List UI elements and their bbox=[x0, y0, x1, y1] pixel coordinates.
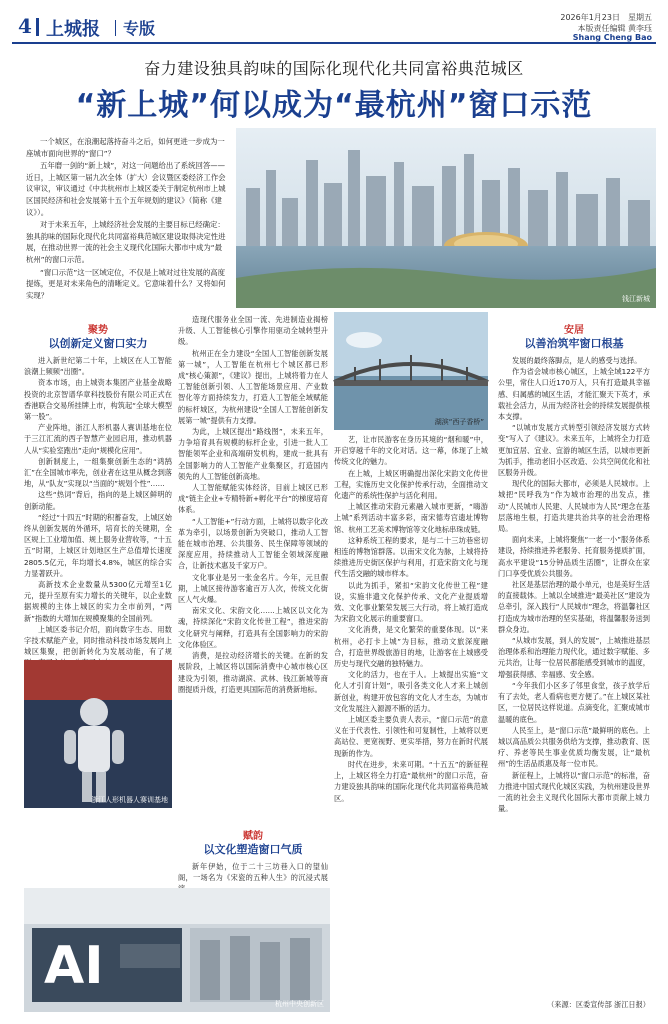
section-kicker: 赋韵 bbox=[243, 831, 263, 842]
body-paragraph: “从城市发展，到人的发展”，上城推进基层治理体系和治理能力现代化，通过数字赋能、多元共治，让每一位居民都能感受到城市的温度，增强获得感、幸福感、安全感。 bbox=[498, 636, 650, 679]
column-anju bbox=[498, 322, 650, 994]
body-paragraph: 上城区推动宋韵元素融入城市更新，“嗨游上城”系列活动丰富多彩，南宋德寿宫遗址博物馆、杭州工艺美术博物馆等文化地标串珠成链。 bbox=[334, 502, 488, 534]
ai-illustration bbox=[24, 888, 330, 1012]
body-paragraph: 作为省会城市核心城区，上城全域122平方公里，常住人口近170万人，只有打造最具幸福感、归属感的城区生活，才能汇聚天下英才，承载社会活力，从而为经济社会的持续发展提供根本支撑。 bbox=[498, 367, 650, 422]
body-paragraph: 人工智能赋能实体经济，目前上城区已形成“链主企业+专精特新+孵化平台”的梯度培育体系。 bbox=[178, 483, 328, 515]
body-paragraph: “经过“十四五”时期的积蓄奋发，上城区始终从创新发展的外循环，培育长的关键期，全区规上工业增加值、规上服务业营收等，“十五五”时期，上城区计划地区生产总值增长速度2805.5亿元，年均增长4.8%，城区的综合实力显著跃升。 bbox=[24, 512, 172, 578]
column-third bbox=[334, 434, 488, 994]
bridge-caption: 湖滨“西子香桥” bbox=[434, 418, 484, 426]
section-title: 以文化塑造窗口气质 bbox=[203, 843, 303, 856]
newspaper-brand: 上城报 bbox=[46, 19, 100, 40]
robot-photo bbox=[24, 660, 172, 808]
robot-illustration bbox=[24, 660, 172, 808]
hero-photo bbox=[236, 128, 656, 308]
skyline-illustration bbox=[236, 128, 656, 308]
column-fuyun bbox=[178, 828, 328, 882]
body-paragraph: 文化的活力，也在于人。上城提出实施“文化人才引育计划”，吸引各类文化人才来上城创新创业，构建开放包容的文化人才生态，为城市文化发展注入源源不断的活力。 bbox=[334, 670, 488, 713]
brand-divider bbox=[115, 20, 116, 36]
editor-credit: 本版责任编辑 黄李珏 bbox=[577, 24, 652, 33]
body-paragraph: 现代化的国际大都市，必须是人民城市。上城把“民呼我为”作为城市治理的出发点，推动“人民城市人民建、人民城市为人民”理念在基层落地生根，打造共建共治共享的社会治理格局。 bbox=[498, 479, 650, 534]
body-paragraph: 创新制度上，一组集聚创新生态的“鸿鹄汇”在全国城市率先，创业者在这里从概念到落地，从“队友”实现以“当面的”规划个性”…… bbox=[24, 456, 172, 489]
body-paragraph: 这种系统工程的要求，是与二十三坊巷密切相连的博物馆群落。以南宋文化为脉，上城将持续推进历史街区保护与利用，打造宋韵文化与现代生活交融的城市样本。 bbox=[334, 535, 488, 579]
body-paragraph: 新征程上，上城将以“窗口示范”的标准，奋力推进中国式现代化城区实践，为杭州建设世界一流的社会主义现代化国际大都市贡献上城力量。 bbox=[498, 770, 650, 814]
source-credit: （来源：区委宣传部 浙江日报） bbox=[547, 1000, 650, 1009]
section-title: 以创新定义窗口实力 bbox=[48, 337, 148, 350]
body-paragraph: 高新技术企业数量从5300亿元增至1亿元，提升至原有实力增长的关键年，以企业数据规模的主体上城区的实力全市前列，“两新”指数的大增加在规模聚集的全国前列。 bbox=[24, 580, 172, 623]
lead-paragraph: 五年磨一剑的“新上城”，对这一问题给出了系统回答——近日，上城区第一届九次全体（扩大）会议暨区委经济工作会议审议，审议通过《中共杭州市上城区委关于制定杭州市上城区国民经济和社会发展第十五个五年规划的建议》（简称《建议》）。 bbox=[26, 161, 226, 217]
body-paragraph: 新年伊始，位于二十三坊巷入口的望仙阁，一场名为《宋瓷的五种人生》的沉浸式展 bbox=[178, 862, 328, 883]
body-paragraph: 杭州正在全力建设“全国人工智能创新发展第一城”，人工智能在杭州七个城区都已形成“核心策源”，《建议》提出，上城将着力在人工智能创新引领、人工智能场景应用、产业数智化等方面持续发力，打造人工智能全域赋能的标杆城区，为杭州建设“全国人工智能创新发展第一城”提供有力支撑。 bbox=[178, 348, 328, 425]
headline-title: “新上城”何以成为“最杭州”窗口示范 bbox=[75, 88, 593, 123]
section-heading bbox=[24, 324, 172, 351]
body-paragraph: 社区是基层治理的最小单元，也是美好生活的直接载体。上城以全域推进“最美社区”建设为总牵引，深入践行“人民城市”理念，将温馨社区打造成为城市治理的坚实基础，将温馨服务送到群众身边。 bbox=[498, 580, 650, 634]
hero-caption: 钱江新城 bbox=[622, 295, 650, 303]
body-paragraph: 这些“热词”背后，指向的是上城区鲜明的创新动能。 bbox=[24, 490, 172, 511]
body-paragraph: 资本市场，由上城资本集团产业基金战略投资的北京智谱华章科技股份有限公司正式在香港联合交易所挂牌上市，构筑起“全球大模型第一股”。 bbox=[24, 378, 172, 422]
body-paragraph: 艺，让市民游客在身历其境的“烟和暖”中，开启穿越千年的文化对话。这一幕，体现了上城传统文化的魅力。 bbox=[334, 435, 488, 467]
column-juhsi bbox=[24, 322, 172, 656]
body-paragraph: 产业阵地，浙江人形机器人赛训基地在位于三江汇流的西子智慧产业园启用，推动机器人从“实验室跑出”走向“规模化应用”。 bbox=[24, 423, 172, 455]
body-paragraph: 时代在进步，未来可期。“十五五”的新征程上，上城区将全力打造“最杭州”的窗口示范，奋力建设独具韵味的国际化现代化共同富裕典范城区。 bbox=[334, 759, 488, 803]
body-paragraph: 人民至上，是“窗口示范”最鲜明的底色。上城以高品质公共服务供给为支撑，推动教育、医疗、养老等民生事业优质均衡发展，让“最杭州”的生活品质惠及每一位市民。 bbox=[498, 725, 650, 769]
section-kicker: 安居 bbox=[564, 325, 584, 336]
ai-caption: 杭州中央创新区 bbox=[275, 1000, 324, 1008]
section-title: 以善治筑牢窗口根基 bbox=[524, 337, 624, 350]
lead-paragraph: 对于未来五年，上城经济社会发展的主要目标已经确定：独具韵味的国际化现代化共同富裕典范城区建设取得决定性进展，在推动世界一流的社会主义现代化国际大都市中成为“最杭州”的窗口示范。 bbox=[26, 220, 226, 264]
headline-subtitle: 奋力建设独具韵味的国际化现代化共同富裕典范城区 bbox=[144, 59, 524, 78]
body-paragraph: 以此为抓手，紧扣“宋韵文化传世工程”建设，实施非遗文化保护传承、文化产业提质增效、文化事业繁荣发展三大行动，将上城打造成为宋韵文化展示的重要窗口。 bbox=[334, 580, 488, 624]
body-paragraph: 为此，上城区提出“路线图”，未来五年，力争培育具有规模的标杆企业，引进一批人工智能领军企业和高端研发机构，建成一批具有全国影响力的人工智能产业集聚区，打造国内领先的人工智能创新高地。 bbox=[178, 427, 328, 481]
body-paragraph: “人工智能+”行动方面，上城将以数字化改革为牵引，以场景创新为突破口，推动人工智能在城市治理、公共服务、民生保障等领域的深度应用，持续推动人工智能全领域深度融合，让新技术惠及千家万户。 bbox=[178, 516, 328, 571]
body-paragraph: 发展的最终落脚点，是人的感受与选择。 bbox=[512, 356, 642, 365]
body-paragraph: 文化事业是另一张金名片。今年，元旦假期，上城区接待游客逾百万人次，传统文化街区人气火爆。 bbox=[178, 572, 328, 605]
body-paragraph: 在上城，上城区明确提出深化宋韵文化传世工程，实施历史文化保护传承行动，全面推动文化遗产的系统性保护与活化利用。 bbox=[334, 468, 488, 501]
body-paragraph: 南宋文化、宋韵文化……上城区以文化为魂，持续深化“宋韵文化传世工程”，推进宋韵文化研究与阐释，打造具有全国影响力的宋韵文化体验区。 bbox=[178, 606, 328, 649]
svg-text:AI: AI bbox=[44, 936, 104, 996]
column-continued bbox=[178, 314, 328, 806]
body-paragraph: 文化消费，是文化繁荣的重要体现。以“来杭州，必打卡上城”为目标，推动文旅深度融合，打造世界级旅游目的地，让游客在上城感受历史与现代交融的独特魅力。 bbox=[334, 625, 488, 669]
section-name: 专版 bbox=[123, 19, 156, 38]
section-kicker: 聚势 bbox=[88, 325, 108, 336]
bridge-photo bbox=[334, 312, 488, 430]
bridge-illustration bbox=[334, 312, 488, 430]
body-paragraph: 进入新世纪第二十年，上城区在人工智能浪潮上频频“出圈”。 bbox=[24, 356, 172, 377]
brand-english: Shang Cheng Bao bbox=[572, 33, 652, 42]
body-paragraph: 上城区委书记介绍，面向数字生态、用数字技术赋能产业，同时推动科技市场发展向上城区集聚，把创新转化为发展动能，有了规 bbox=[24, 624, 172, 657]
lead-paragraph: “窗口示范”这一区域定位，不仅是上城对过往发展的高度提炼，更是对未来角色的清晰定义。它意味着什么？又将如何实现？ bbox=[26, 267, 226, 300]
body-paragraph: 面向未来，上城将聚焦“一老一小”服务体系建设，持续推进养老服务、托育服务提质扩面，高水平建设“15分钟品质生活圈”，让群众在家门口享受优质公共服务。 bbox=[498, 535, 650, 578]
ai-center-photo bbox=[24, 888, 330, 1012]
page-number-bar bbox=[36, 18, 39, 36]
masthead bbox=[12, 12, 656, 44]
body-paragraph: 造现代服务业全国一流、先进制造业揭榜升级、人工智能核心引擎作用驱动全城转型升级。 bbox=[178, 315, 328, 347]
body-paragraph: “今年我们小区多了邻里食堂，孩子放学后有了去处，老人看病也更方便了。”在上城区某社区，一位居民这样说道。点滴变化，汇聚成城市温暖的底色。 bbox=[498, 680, 650, 724]
robot-caption: 浙江人形机器人赛训基地 bbox=[91, 796, 168, 804]
body-paragraph: “以城市发展方式转型引领经济发展方式转变”写入了《建议》。未来五年，上城将全力打造更加宜居、宜业、宜游的城区生活，以城市更新为抓手，推动老旧小区改造、公共空间优化和社区服务升级。 bbox=[498, 423, 650, 478]
section-heading bbox=[498, 324, 650, 351]
section-heading bbox=[178, 830, 328, 857]
issue-date: 2026年1月23日 星期五 bbox=[560, 13, 652, 22]
lead-paragraph: 一个城区，在浪潮起落持奋斗之后，如何更进一步成为一座城市面向世界的“窗口”？ bbox=[26, 137, 225, 158]
body-paragraph: 消费，是拉动经济增长的关键。在新的发展阶段，上城区将以国际消费中心城市核心区建设为引领，推动湖滨、武林、钱江新城等商圈提质升级，打造更具国际范的消费新地标。 bbox=[178, 651, 328, 694]
body-paragraph: 上城区委主要负责人表示，“窗口示范”的意义在于代表性、引领性和可复制性，上城将以更高站位、更宽视野、更实举措，努力在新时代展现新的作为。 bbox=[334, 715, 488, 758]
page-number: 4 bbox=[18, 14, 32, 38]
